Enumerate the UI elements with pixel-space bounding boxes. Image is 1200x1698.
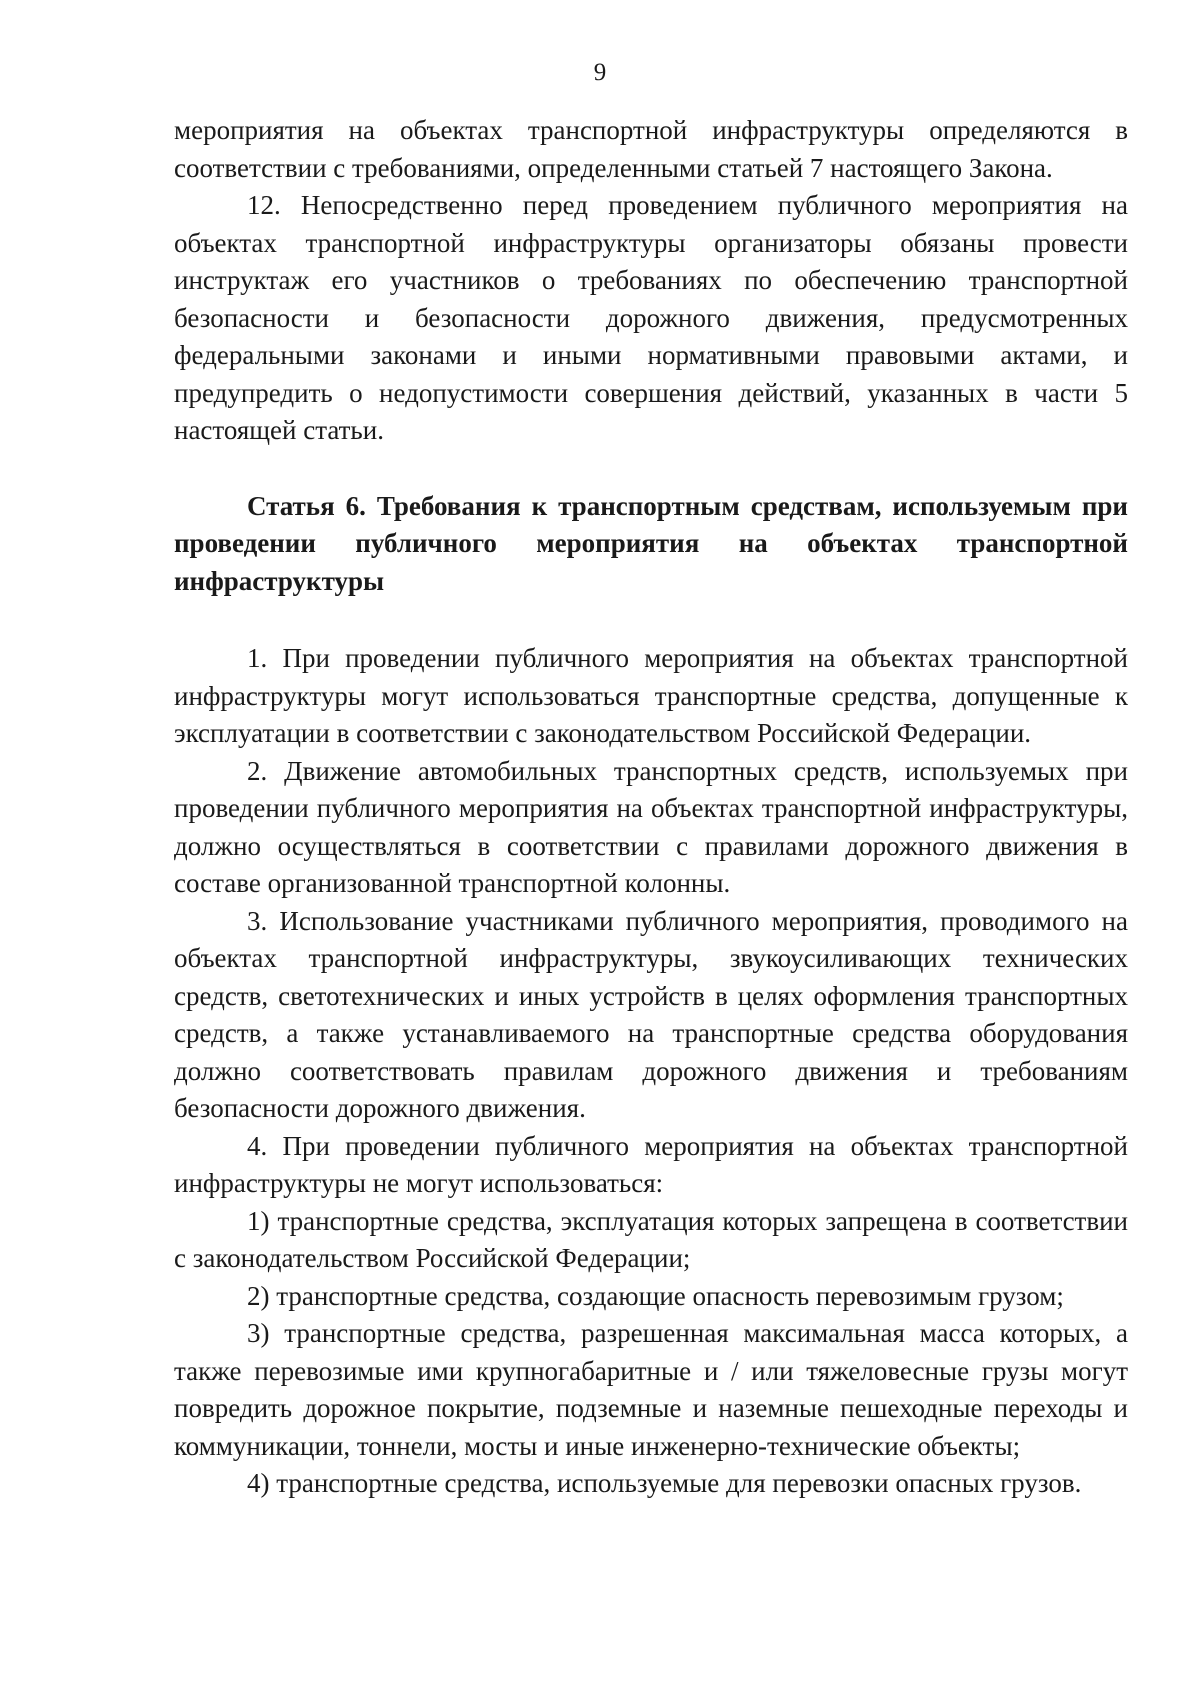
article-paragraph-2: 2. Движение автомобильных транспортных средств, используемых при проведении публичного мероприятия на объектах транспортной инфраструктуры, должно осуществляться в соответствии с правилами дорожного движения в составе организованной транспортной колонны. — [174, 755, 1128, 898]
list-item-1: 1) транспортные средства, эксплуатация которых запрещена в соответствии с законодательством Российской Федерации; — [174, 1205, 1128, 1273]
list-item-3: 3) транспортные средства, разрешенная максимальная масса которых, а также перевозимые ими крупногабаритные и / или тяжеловесные грузы могут повредить дорожное покрытие, подземные и наземные пешеходные переходы и коммуникации, тоннели, мосты и иные инженерно-технические объекты; — [174, 1318, 1128, 1461]
article-heading: Статья 6. Требования к транспортным средствам, используемым при проведении публичного мероприятия на объектах транспортной инфраструктуры — [174, 490, 1128, 596]
paragraph-continuation: мероприятия на объектах транспортной инфраструктуры определяются в соответствии с требованиями, определенными статьей 7 настоящего Закона. — [174, 115, 1128, 183]
list-item-4: 4) транспортные средства, используемые для перевозки опасных грузов. — [247, 1468, 1082, 1498]
document-body — [174, 112, 1128, 1503]
article-paragraph-3: 3. Использование участниками публичного мероприятия, проводимого на объектах транспортной инфраструктуры, звукоусиливающих технических средств, светотехнических и иных устройств в целях оформления транспортных средств, а также устанавливаемого на транспортные средства оборудования должно соответствовать правилам дорожного движения и требованиям безопасности дорожного движения. — [174, 905, 1128, 1123]
article-paragraph-4: 4. При проведении публичного мероприятия на объектах транспортной инфраструктуры не могут использоваться: — [174, 1130, 1128, 1198]
paragraph-item-12: 12. Непосредственно перед проведением публичного мероприятия на объектах транспортной инфраструктуры организаторы обязаны провести инструктаж его участников о требованиях по обеспечению транспортной безопасности и безопасности дорожного движения, предусмотренных федеральными законами и иными нормативными правовыми актами, и предупредить о недопустимости совершения действий, указанных в части 5 настоящей статьи. — [174, 190, 1128, 445]
page-number: 9 — [593, 59, 607, 86]
list-item-2: 2) транспортные средства, создающие опасность перевозимым грузом; — [247, 1280, 1064, 1311]
article-paragraph-1: 1. При проведении публичного мероприятия на объектах транспортной инфраструктуры могут использоваться транспортные средства, допущенные к эксплуатации в соответствии с законодательством Российской Федерации. — [174, 643, 1128, 748]
